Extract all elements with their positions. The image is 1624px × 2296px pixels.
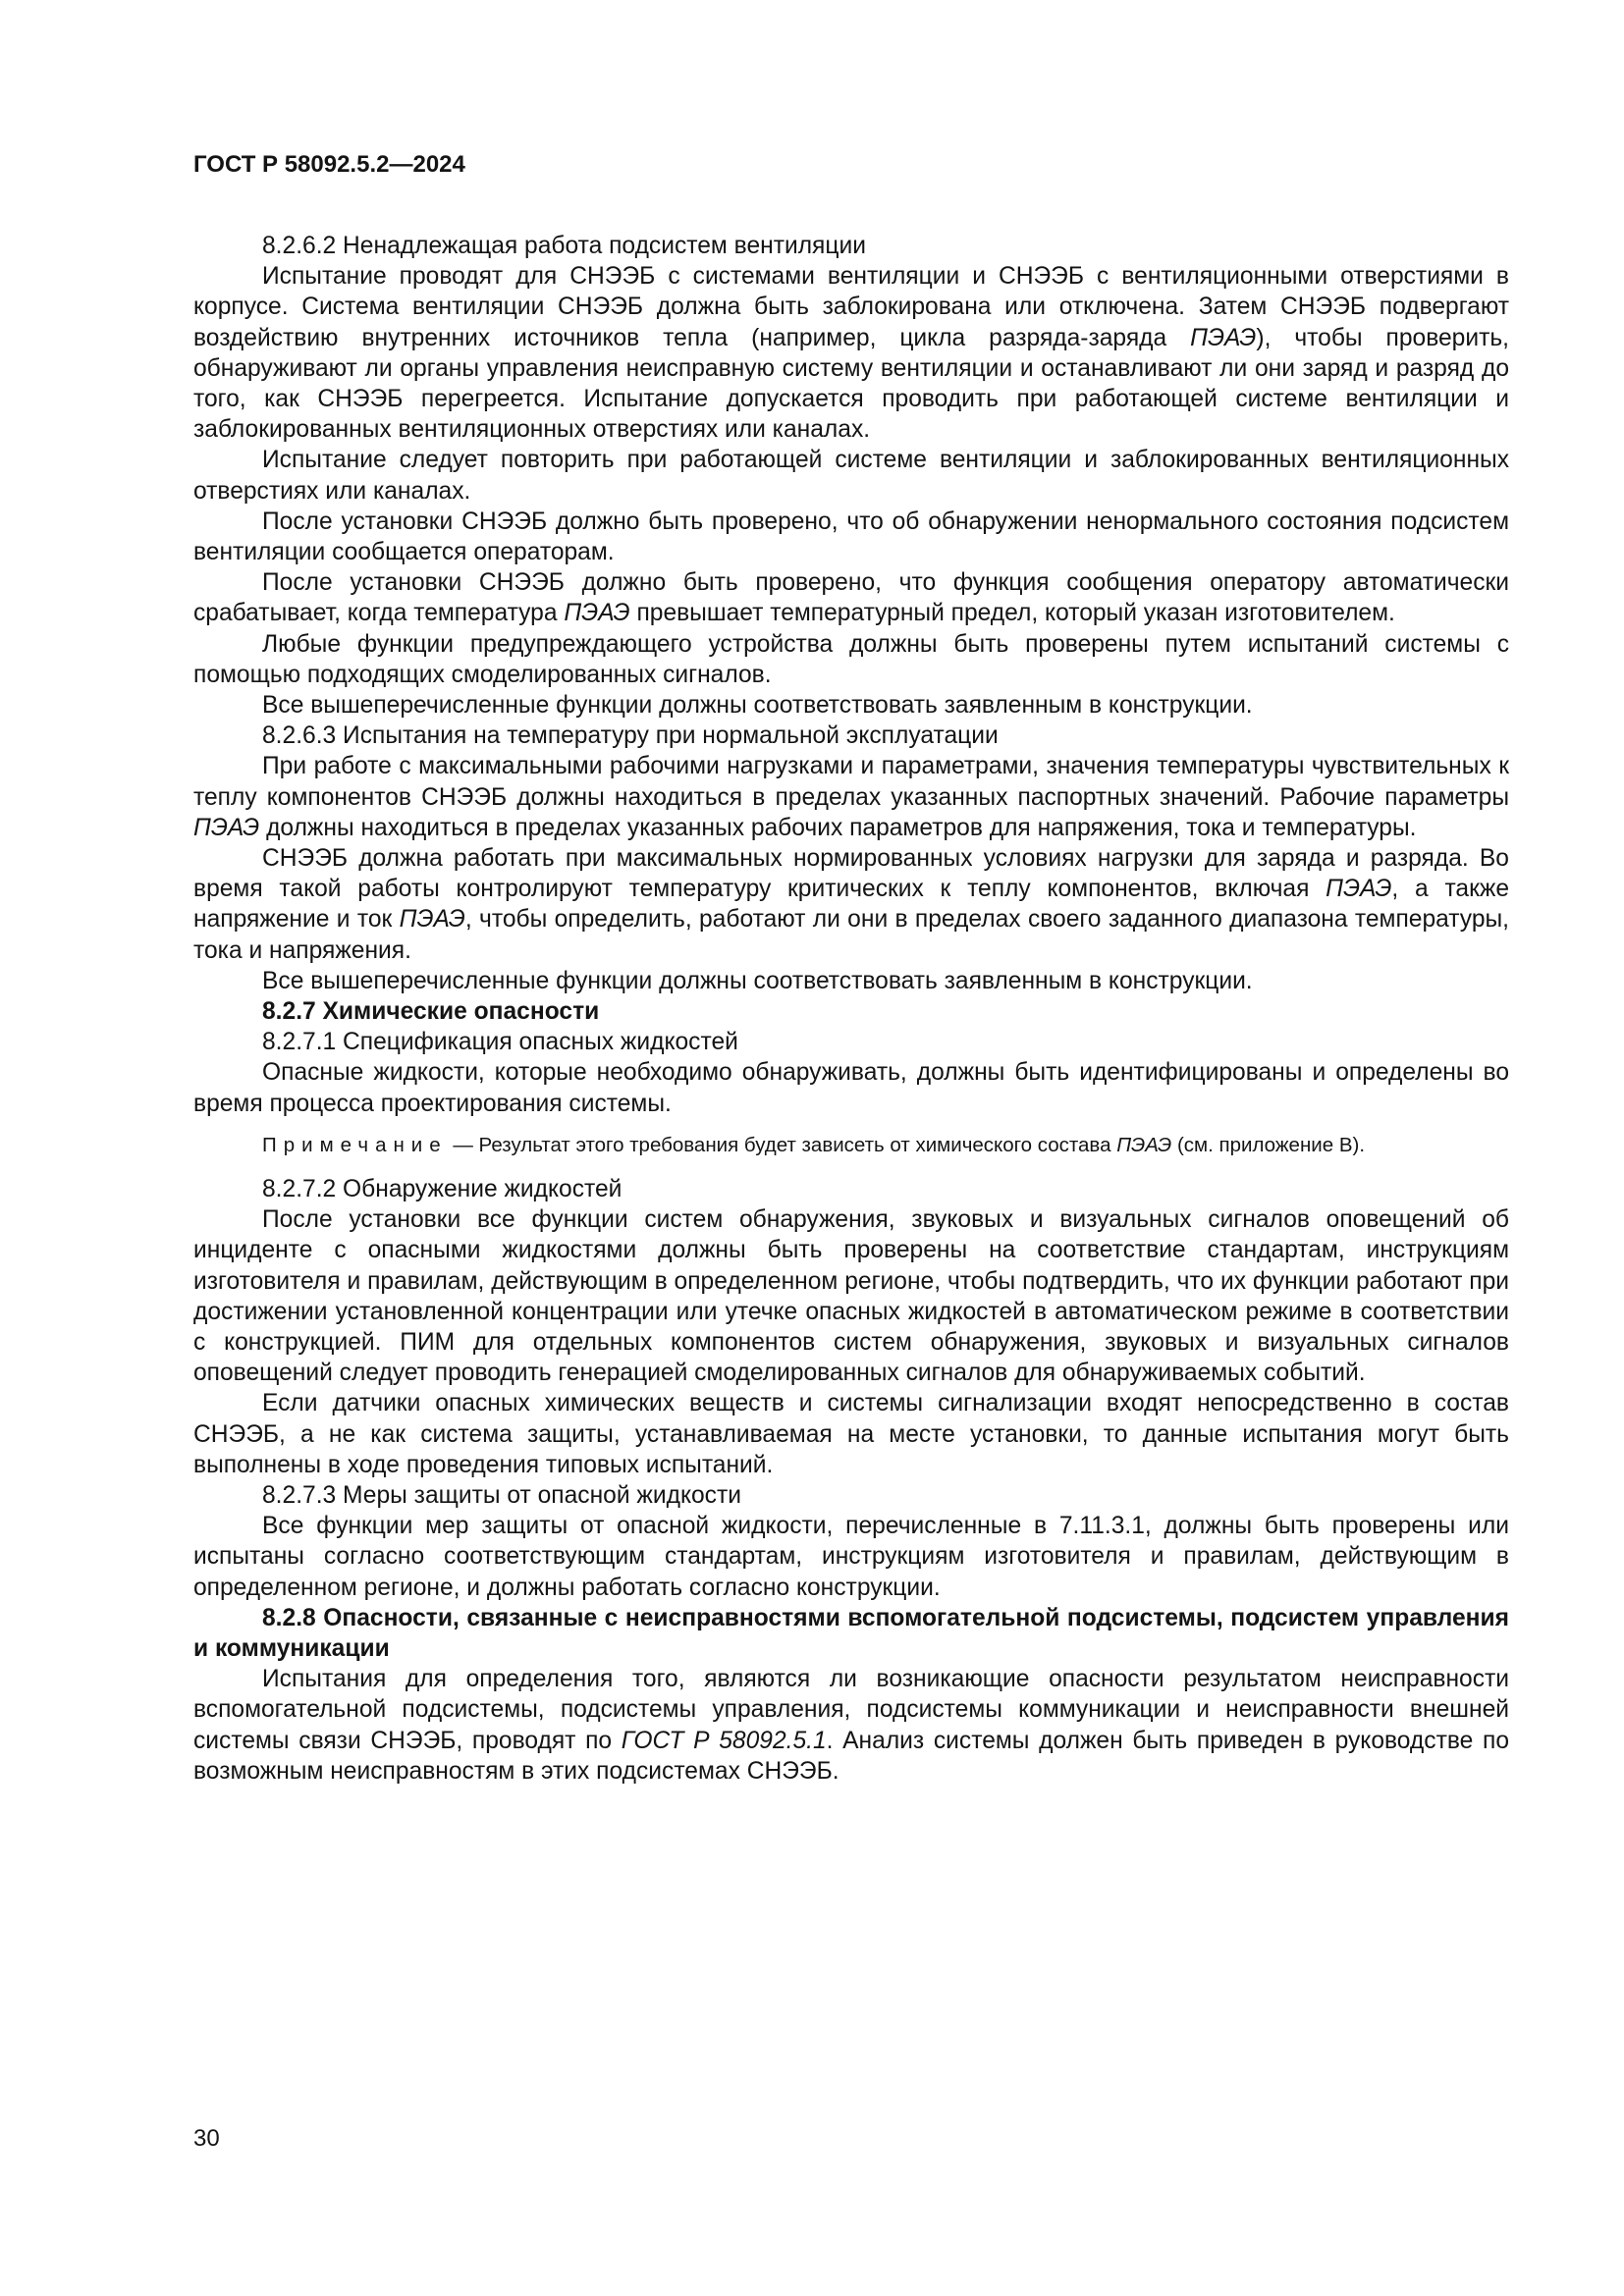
- paragraph: Испытание проводят для СНЭЭБ с системами вентиляции и СНЭЭБ с вентиляционными отверстиями в корпусе. Система вентиляции СНЭЭБ должна быть заблокирована или отключена. Затем СНЭЭБ подвергают воздействию внутренних источников тепла (например, цикла разряда-заряда ПЭАЭ), чтобы проверить, обнаруживают ли органы управления неисправную систему вентиляции и останавливают ли они заряд и разряд до того, как СНЭЭБ перегреется. Испытание допускается проводить при работающей системе вентиляции и заблокированных вентиляционных отверстиях или каналах.: [193, 263, 1509, 444]
- paragraph: Все вышеперечисленные функции должны соответствовать заявленным в конструкции.: [262, 967, 1253, 994]
- section-8-2-7-title: 8.2.7 Химические опасности: [262, 998, 600, 1026]
- paragraph: Испытание следует повторить при работающей системе вентиляции и заблокированных вентиляционных отверстиях или каналах.: [193, 447, 1509, 505]
- document-body: [193, 231, 1509, 1787]
- paragraph: После установки СНЭЭБ должно быть проверено, что об обнаружении ненормального состояния подсистем вентиляции сообщается операторам.: [193, 507, 1509, 566]
- section-8-2-7-1-title: 8.2.7.1 Спецификация опасных жидкостей: [262, 1029, 738, 1056]
- paragraph: Испытания для определения того, являются ли возникающие опасности результатом неисправности вспомогательной подсистемы, подсистемы управления, подсистемы коммуникации и неисправности внешней системы связи СНЭЭБ, проводят по ГОСТ Р 58092.5.1. Анализ системы должен быть приведен в руководстве по возможным неисправностям в этих подсистемах СНЭЭБ.: [193, 1666, 1509, 1785]
- paragraph: СНЭЭБ должна работать при максимальных нормированных условиях нагрузки для заряда и разряда. Во время такой работы контролируют температуру критических к теплу компонентов, включая ПЭАЭ, а также напряжение и ток ПЭАЭ, чтобы определить, работают ли они в пределах своего заданного диапазона температуры, тока и напряжения.: [193, 845, 1510, 964]
- paragraph: После установки СНЭЭБ должно быть проверено, что функция сообщения оператору автоматически срабатывает, когда температура ПЭАЭ превышает температурный предел, который указан изготовителем.: [193, 569, 1509, 627]
- page-number: 30: [193, 2125, 220, 2152]
- section-8-2-8-title: 8.2.8 Опасности, связанные с неисправностями вспомогательной подсистемы, подсистем управления и коммуникации: [193, 1604, 1509, 1662]
- section-8-2-7-3-title: 8.2.7.3 Меры защиты от опасной жидкости: [262, 1481, 741, 1509]
- document-header: ГОСТ Р 58092.5.2—2024: [193, 151, 465, 178]
- paragraph: Все вышеперечисленные функции должны соответствовать заявленным в конструкции.: [262, 692, 1253, 720]
- section-8-2-6-3-title: 8.2.6.3 Испытания на температуру при нормальной эксплуатации: [262, 722, 999, 750]
- note: Примечание — Результат этого требования будет зависеть от химического состава ПЭАЭ (см. приложение В).: [262, 1133, 1366, 1156]
- paragraph: Если датчики опасных химических веществ и системы сигнализации входят непосредственно в состав СНЭЭБ, а не как система защиты, устанавливаемая на месте установки, то данные испытания могут быть выполнены в ходе проведения типовых испытаний.: [193, 1390, 1509, 1478]
- paragraph: При работе с максимальными рабочими нагрузками и параметрами, значения температуры чувствительных к теплу компонентов СНЭЭБ должны находиться в пределах указанных паспортных значений. Рабочие параметры ПЭАЭ должны находиться в пределах указанных рабочих параметров для напряжения, тока и температуры.: [193, 753, 1509, 841]
- paragraph: Все функции мер защиты от опасной жидкости, перечисленные в 7.11.3.1, должны быть проверены или испытаны согласно соответствующим стандартам, инструкциям изготовителя и правилам, действующим в определенном регионе, и должны работать согласно конструкции.: [193, 1513, 1509, 1601]
- paragraph: Любые функции предупреждающего устройства должны быть проверены путем испытаний системы с помощью подходящих смоделированных сигналов.: [193, 630, 1509, 688]
- section-8-2-6-2-title: 8.2.6.2 Ненадлежащая работа подсистем вентиляции: [262, 233, 866, 259]
- standard-reference-link: ГОСТ Р 58092.5.1: [621, 1727, 827, 1754]
- section-8-2-7-2-title: 8.2.7.2 Обнаружение жидкостей: [262, 1175, 623, 1202]
- paragraph: Опасные жидкости, которые необходимо обнаруживать, должны быть идентифицированы и определены во время процесса проектирования системы.: [193, 1059, 1509, 1117]
- note-label: Примечание: [262, 1133, 448, 1156]
- paragraph: После установки все функции систем обнаружения, звуковых и визуальных сигналов оповещений об инциденте с опасными жидкостями должны быть проверены на соответствие стандартам, инструкциям изготовителя и правилам, действующим в определенном регионе, чтобы подтвердить, что их функции работают при достижении установленной концентрации или утечке опасных жидкостей в автоматическом режиме в соответствии с конструкцией. ПИМ для отдельных компонентов систем обнаружения, звуковых и визуальных сигналов оповещений следует проводить генерацией смоделированных сигналов для обнаруживаемых событий.: [193, 1206, 1509, 1387]
